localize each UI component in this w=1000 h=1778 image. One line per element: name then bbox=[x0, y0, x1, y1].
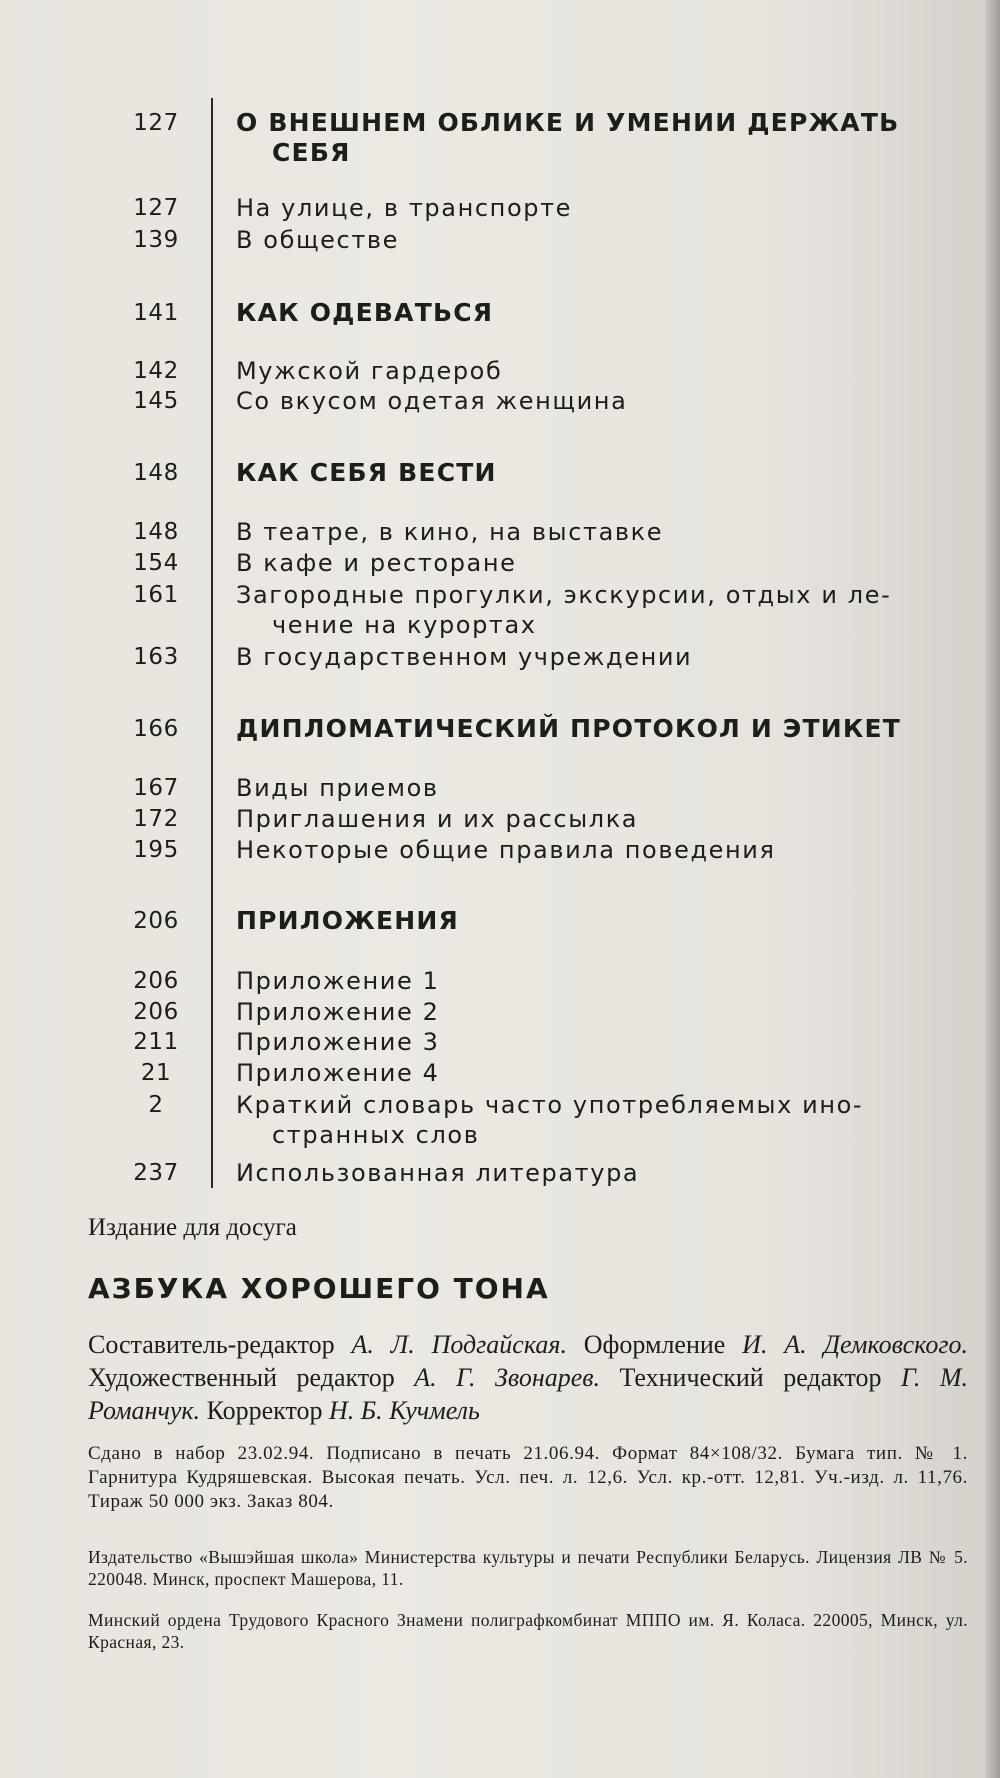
credit-person: А. Г. Звонарев. bbox=[414, 1363, 601, 1392]
credit-role: Технический редактор bbox=[600, 1363, 901, 1392]
toc-section-title: О ВНЕШНЕМ ОБЛИКЕ И УМЕНИИ ДЕРЖАТЬ bbox=[236, 108, 900, 137]
toc-entry-title: На улице, в транспорте bbox=[236, 194, 573, 222]
toc-page-number: 139 bbox=[133, 227, 179, 253]
toc-page-number: 21 bbox=[140, 1060, 172, 1086]
toc-entry-title: Виды приемов bbox=[236, 774, 439, 802]
toc-page-number: 142 bbox=[133, 358, 179, 384]
toc-page-number: 145 bbox=[133, 388, 179, 414]
toc-page-number: 206 bbox=[133, 908, 179, 934]
toc-entry-title: Со вкусом одетая женщина bbox=[236, 387, 628, 415]
toc-page-number: 163 bbox=[133, 644, 179, 670]
toc-page-number: 148 bbox=[133, 460, 179, 486]
toc-entry-title: В государственном учреждении bbox=[236, 643, 693, 671]
page-edge bbox=[985, 0, 1000, 1778]
credit-role: Корректор bbox=[200, 1396, 329, 1425]
toc-page-number: 172 bbox=[133, 806, 179, 832]
toc-page-number: 166 bbox=[133, 716, 179, 742]
toc-entry-title-cont: странных слов bbox=[272, 1121, 480, 1149]
toc-entry-title: В театре, в кино, на выставке bbox=[236, 518, 664, 546]
toc-page-number: 206 bbox=[133, 999, 179, 1025]
toc-entry-title-cont: чение на курортах bbox=[272, 611, 537, 639]
credit-role: Оформление bbox=[566, 1330, 743, 1359]
printer-info: Минский ордена Трудового Красного Знамени полиграфкомбинат МППО им. Я. Коласа. 220005, Минск, ул. Красная, 23. bbox=[88, 1610, 968, 1652]
toc-entry-title: Краткий словарь часто употребляемых ино- bbox=[236, 1091, 864, 1119]
toc-entry-title: Приложение 3 bbox=[236, 1028, 440, 1056]
toc-page-number: 148 bbox=[133, 519, 179, 545]
toc-page-number: 127 bbox=[133, 195, 179, 221]
toc-section-title: КАК СЕБЯ ВЕСТИ bbox=[236, 458, 497, 487]
toc-section-title: КАК ОДЕВАТЬСЯ bbox=[236, 298, 494, 327]
toc-page-number: 2 bbox=[148, 1092, 164, 1118]
toc-entry-title: Загородные прогулки, экскурсии, отдых и ле- bbox=[236, 581, 892, 609]
toc-entry-title: Приложение 4 bbox=[236, 1059, 440, 1087]
toc-entry-title: Приложение 1 bbox=[236, 967, 440, 995]
toc-section-title: ПРИЛОЖЕНИЯ bbox=[236, 906, 459, 935]
toc-entry-title: В обществе bbox=[236, 226, 400, 254]
toc-entry-title: Приглашения и их рассылка bbox=[236, 805, 639, 833]
toc-page-number: 141 bbox=[133, 300, 179, 326]
toc-page-number: 127 bbox=[133, 110, 179, 136]
credit-role: Составитель-редактор bbox=[88, 1330, 352, 1359]
toc-entry-title: В кафе и ресторане bbox=[236, 549, 517, 577]
credit-role: Художественный редактор bbox=[88, 1363, 415, 1392]
toc-section-title-cont: СЕБЯ bbox=[272, 138, 351, 167]
toc-entry-title: Мужской гардероб bbox=[236, 357, 503, 385]
toc-page-number: 167 bbox=[133, 775, 179, 801]
toc-page-number: 237 bbox=[133, 1160, 179, 1186]
toc-page-number: 206 bbox=[133, 968, 179, 994]
toc-entry-title: Некоторые общие правила поведения bbox=[236, 836, 776, 864]
toc-page-number: 211 bbox=[133, 1029, 179, 1055]
toc-page-number: 161 bbox=[133, 582, 179, 608]
book-title: АЗБУКА ХОРОШЕГО ТОНА bbox=[88, 1272, 550, 1305]
toc-entry-title: Приложение 2 bbox=[236, 998, 440, 1026]
credit-person: А. Л. Подгайская. bbox=[351, 1330, 567, 1359]
credits-paragraph bbox=[88, 1328, 968, 1427]
credit-person: И. А. Демковского. bbox=[742, 1330, 968, 1359]
toc-page-number: 154 bbox=[133, 550, 179, 576]
credit-person: Г. М. Романчук. bbox=[88, 1363, 968, 1425]
publisher-info: Издательство «Вышэйшая школа» Министерства культуры и печати Республики Беларусь. Лицензия ЛВ № 5. 220048. Минск, проспект Машерова, 11. bbox=[88, 1547, 968, 1589]
toc-divider-line bbox=[211, 98, 213, 1188]
series-label: Издание для досуга bbox=[88, 1214, 297, 1241]
credit-person: Н. Б. Кучмель bbox=[328, 1396, 480, 1425]
toc-page-number: 195 bbox=[133, 837, 179, 863]
print-details: Сдано в набор 23.02.94. Подписано в печать 21.06.94. Формат 84×108/32. Бумага тип. № 1. Гарнитура Кудряшевская. Высокая печать. Усл. печ. л. 12,6. Усл. кр.-отт. 12,81. Уч.-изд. л. 11,76. Тираж 50 000 экз. Заказ 804. bbox=[88, 1443, 968, 1512]
toc-entry-title: Использованная литература bbox=[236, 1159, 640, 1187]
toc-section-title: ДИПЛОМАТИЧЕСКИЙ ПРОТОКОЛ И ЭТИКЕТ bbox=[236, 714, 902, 743]
